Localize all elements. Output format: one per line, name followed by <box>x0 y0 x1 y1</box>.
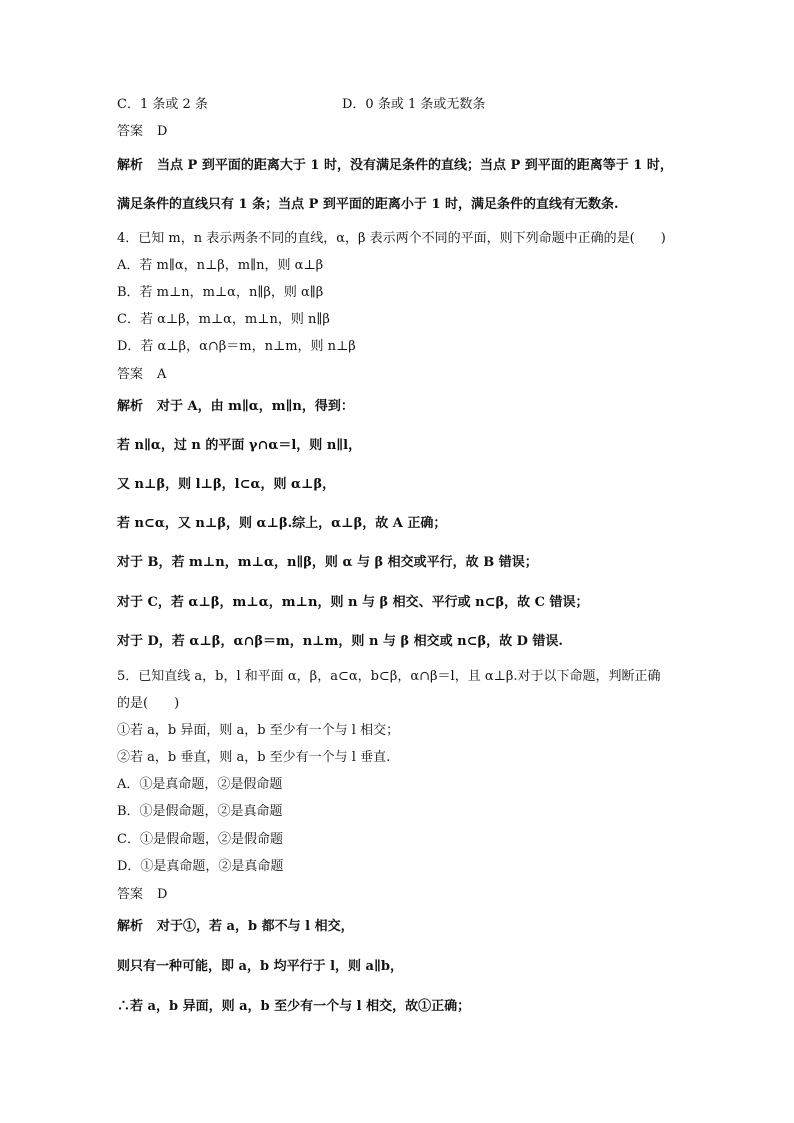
q5-option-b: B．①是假命题，②是真命题 <box>117 804 283 819</box>
q4-option-d: D．若 α⊥β，α∩β＝m，n⊥m，则 n⊥β <box>117 339 356 354</box>
q5-answer <box>117 886 167 904</box>
q4-option-b: B．若 m⊥n，m⊥α，n∥β，则 α∥β <box>117 285 324 300</box>
q3-option-d: D．0 条或 1 条或无数条 <box>342 97 486 112</box>
q4-analysis-line-2: 若 n∥α，过 n 的平面 γ∩α＝l，则 n∥l， <box>117 438 362 453</box>
q5-option-d: D．①是真命题，②是真命题 <box>117 859 284 874</box>
analysis-label: 解析 <box>117 399 144 414</box>
q5-stem-line-2: 的是( ) <box>117 696 180 711</box>
analysis-label: 解析 <box>117 158 144 173</box>
q3-answer <box>117 123 167 141</box>
q4-analysis-line-1 <box>117 398 354 416</box>
q4-analysis-line-4: 若 n⊂α，又 n⊥β，则 α⊥β.综上，α⊥β，故 A 正确； <box>117 516 447 531</box>
q5-option-c: C．①是假命题，②是假命题 <box>117 832 283 847</box>
q4-option-c: C．若 α⊥β，m⊥α，m⊥n，则 n∥β <box>117 312 330 327</box>
q3-analysis-line-2: 满足条件的直线只有 1 条；当点 P 到平面的距离小于 1 时，满足条件的直线有无数条. <box>117 197 619 212</box>
q5-proposition-1: ①若 a，b 异面，则 a，b 至少有一个与 l 相交； <box>117 723 400 738</box>
q5-option-a: A．①是真命题，②是假命题 <box>117 777 283 792</box>
q3-option-c-row <box>117 96 208 114</box>
q4-option-a: A．若 m∥α，n⊥β，m∥n，则 α⊥β <box>117 258 324 273</box>
q4-stem: 4．已知 m，n 表示两条不同的直线，α，β 表示两个不同的平面，则下列命题中正确的是( ) <box>117 231 666 246</box>
q3-option-c: C．1 条或 2 条 <box>117 97 208 112</box>
q5-stem-line-1: 5．已知直线 a，b，l 和平面 α，β，a⊂α，b⊂β，α∩β＝l，且 α⊥β.对于以下命题，判断正确 <box>117 669 661 684</box>
analysis-text: 对于 A，由 m∥α，m∥n，得到： <box>157 399 354 414</box>
answer-label: 答案 <box>117 887 144 902</box>
answer-value: D <box>157 887 168 902</box>
q5-analysis-line-3: ∴若 a，b 异面，则 a，b 至少有一个与 l 相交，故①正确； <box>117 999 471 1014</box>
q4-answer <box>117 366 166 384</box>
q5-proposition-2: ②若 a，b 垂直，则 a，b 至少有一个与 l 垂直. <box>117 750 391 765</box>
answer-label: 答案 <box>117 124 144 139</box>
analysis-label: 解析 <box>117 919 144 934</box>
answer-value: A <box>157 367 167 382</box>
analysis-text: 对于①，若 a，b 都不与 l 相交， <box>157 919 354 934</box>
q3-analysis-line-1 <box>117 157 673 175</box>
q4-analysis-line-3: 又 n⊥β，则 l⊥β，l⊂α，则 α⊥β， <box>117 477 336 492</box>
answer-label: 答案 <box>117 367 144 382</box>
q4-analysis-line-7: 对于 D，若 α⊥β，α∩β＝m，n⊥m，则 n 与 β 相交或 n⊂β，故 D 错误. <box>117 634 563 649</box>
q4-analysis-line-5: 对于 B，若 m⊥n，m⊥α，n∥β，则 α 与 β 相交或平行，故 B 错误； <box>117 555 538 570</box>
analysis-text: 当点 P 到平面的距离大于 1 时，没有满足条件的直线；当点 P 到平面的距离等于 1 时， <box>157 158 673 173</box>
q5-analysis-line-2: 则只有一种可能，即 a，b 均平行于 l，则 a∥b， <box>117 959 403 974</box>
q5-analysis-line-1 <box>117 918 354 936</box>
answer-value: D <box>157 124 168 139</box>
q4-analysis-line-6: 对于 C，若 α⊥β，m⊥α，m⊥n，则 n 与 β 相交、平行或 n⊂β，故 C 错误； <box>117 595 589 610</box>
